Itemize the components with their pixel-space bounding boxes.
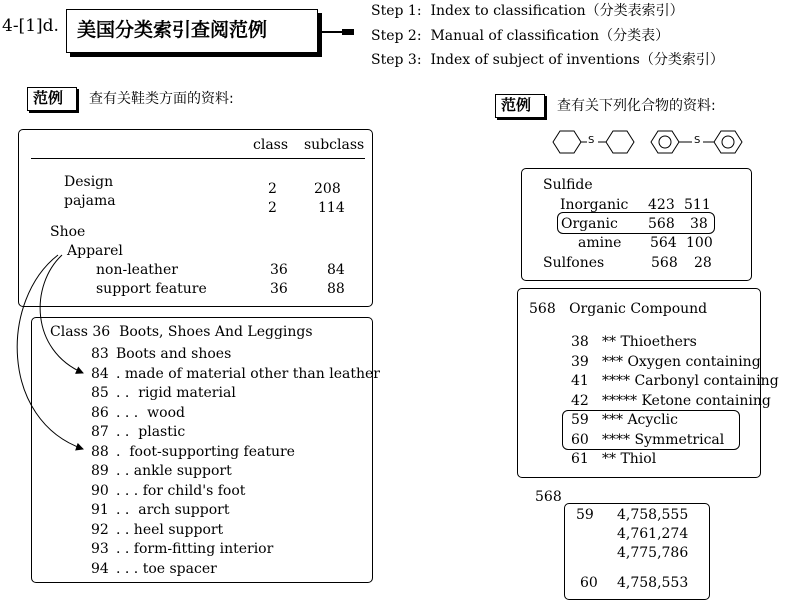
- row-text: **** Symmetrical: [602, 431, 725, 448]
- row-number: 93: [91, 541, 109, 557]
- patent-59-1: 4,758,555: [617, 507, 689, 523]
- col-class-header: class: [253, 137, 289, 153]
- patent-group-59: 59: [576, 507, 594, 523]
- benzene-ring-left-circle: [659, 136, 671, 148]
- row-number: 83: [91, 346, 109, 362]
- row-text: . . rigid material: [116, 385, 236, 401]
- row-number: 92: [91, 521, 109, 538]
- index-shoe: Shoe: [50, 224, 86, 240]
- sulfones-class: 568: [651, 255, 678, 271]
- organic-class: 568: [648, 216, 675, 232]
- row-number: 61: [571, 451, 589, 467]
- row-number: 42: [571, 392, 589, 409]
- patent-60-1: 4,758,553: [617, 575, 689, 591]
- row-number: 87: [91, 424, 109, 440]
- pajama-class: 2: [268, 200, 277, 216]
- arrow-to-84: [40, 255, 83, 373]
- row-text: **** Carbonyl containing: [602, 373, 779, 389]
- patent-box-label: 568: [535, 489, 562, 505]
- index-non-leather: non-leather: [96, 262, 178, 278]
- cyclohexane-ring-right: [606, 131, 634, 153]
- sulfur-label-2: S: [694, 135, 701, 146]
- class-heading: Class 36 Boots, Shoes And Leggings: [50, 324, 313, 340]
- benzene-ring-right: [714, 131, 742, 153]
- inorganic-subclass: 511: [684, 197, 711, 213]
- right-example-badge: 范例: [495, 94, 545, 118]
- arrow-to-88: [17, 255, 83, 449]
- step-2: Step 2: Manual of classification（分类表）: [371, 28, 670, 44]
- sulfones-subclass: 28: [694, 255, 712, 271]
- row-text: *** Oxygen containing: [602, 353, 761, 370]
- design-subclass: 208: [314, 181, 341, 197]
- sulfide-organic: Organic: [561, 216, 618, 232]
- inorganic-class: 423: [648, 197, 675, 213]
- row-number: 85: [91, 385, 109, 401]
- sulfide-title: Sulfide: [543, 177, 593, 193]
- row-text: ** Thiol: [602, 451, 657, 467]
- row-number: 38: [571, 334, 589, 350]
- row-number: 60: [571, 431, 589, 448]
- row-text: ** Thioethers: [602, 334, 697, 350]
- sulfide-sulfones: Sulfones: [543, 255, 605, 271]
- patent-59-3: 4,775,786: [617, 545, 689, 561]
- sf-class: 36: [270, 281, 288, 297]
- row-text: . made of material other than leather: [116, 365, 380, 382]
- index-design: Design: [64, 174, 114, 190]
- amine-subclass: 100: [686, 235, 713, 251]
- row-text: . . . for child's foot: [116, 482, 246, 499]
- sulfur-label-1: S: [588, 135, 595, 146]
- row-number: 41: [571, 373, 589, 389]
- left-example-badge: 范例: [27, 87, 77, 111]
- row-text: Boots and shoes: [116, 346, 232, 362]
- row-text: . . . toe spacer: [116, 560, 217, 577]
- row-number: 84: [91, 365, 109, 382]
- organic-compound-heading: 568 Organic Compound: [529, 301, 708, 317]
- sulfide-inorganic: Inorganic: [560, 197, 629, 213]
- index-support-feature: support feature: [96, 281, 207, 297]
- organic-subclass: 38: [690, 216, 708, 232]
- row-text: . foot-supporting feature: [116, 443, 295, 460]
- pajama-subclass: 114: [318, 200, 345, 216]
- row-text: . . heel support: [116, 521, 224, 538]
- row-text: *** Acyclic: [602, 412, 678, 428]
- row-text: . . arch support: [116, 502, 230, 518]
- left-caption: 查有关鞋类方面的资料:: [89, 91, 234, 107]
- patent-59-2: 4,761,274: [617, 526, 689, 542]
- row-number: 39: [571, 353, 589, 370]
- benzene-ring-right-circle: [722, 136, 734, 148]
- step-3: Step 3: Index of subject of inventions（分类索引）: [371, 52, 724, 68]
- benzene-ring-left: [651, 131, 679, 153]
- row-number: 86: [91, 404, 109, 421]
- row-number: 91: [91, 502, 109, 518]
- index-apparel: Apparel: [67, 243, 123, 259]
- index-pajama: pajama: [64, 193, 116, 209]
- step-1: Step 1: Index to classification（分类表索引）: [371, 3, 684, 19]
- col-subclass-header: subclass: [304, 137, 365, 153]
- row-number: 90: [91, 482, 109, 499]
- design-class: 2: [268, 181, 277, 197]
- page-title: 美国分类索引查阅范例: [77, 19, 268, 41]
- nl-subclass: 84: [327, 262, 345, 278]
- nl-class: 36: [270, 262, 288, 278]
- sulfide-amine: amine: [578, 235, 622, 251]
- row-text: . . . wood: [116, 404, 185, 421]
- row-text: . . form-fitting interior: [116, 541, 274, 557]
- right-caption: 查有关下列化合物的资料:: [557, 98, 716, 114]
- row-text: ***** Ketone containing: [602, 392, 771, 409]
- row-number: 89: [91, 463, 109, 479]
- section-number: 4-[1]d.: [2, 16, 59, 36]
- row-number: 88: [91, 443, 109, 460]
- row-number: 59: [571, 412, 589, 428]
- sf-subclass: 88: [327, 281, 345, 297]
- cyclohexane-ring-left: [553, 131, 581, 153]
- row-text: . . plastic: [116, 424, 186, 440]
- row-text: . . ankle support: [116, 463, 232, 479]
- patent-group-60: 60: [580, 575, 598, 591]
- amine-class: 564: [650, 235, 677, 251]
- row-number: 94: [91, 560, 109, 577]
